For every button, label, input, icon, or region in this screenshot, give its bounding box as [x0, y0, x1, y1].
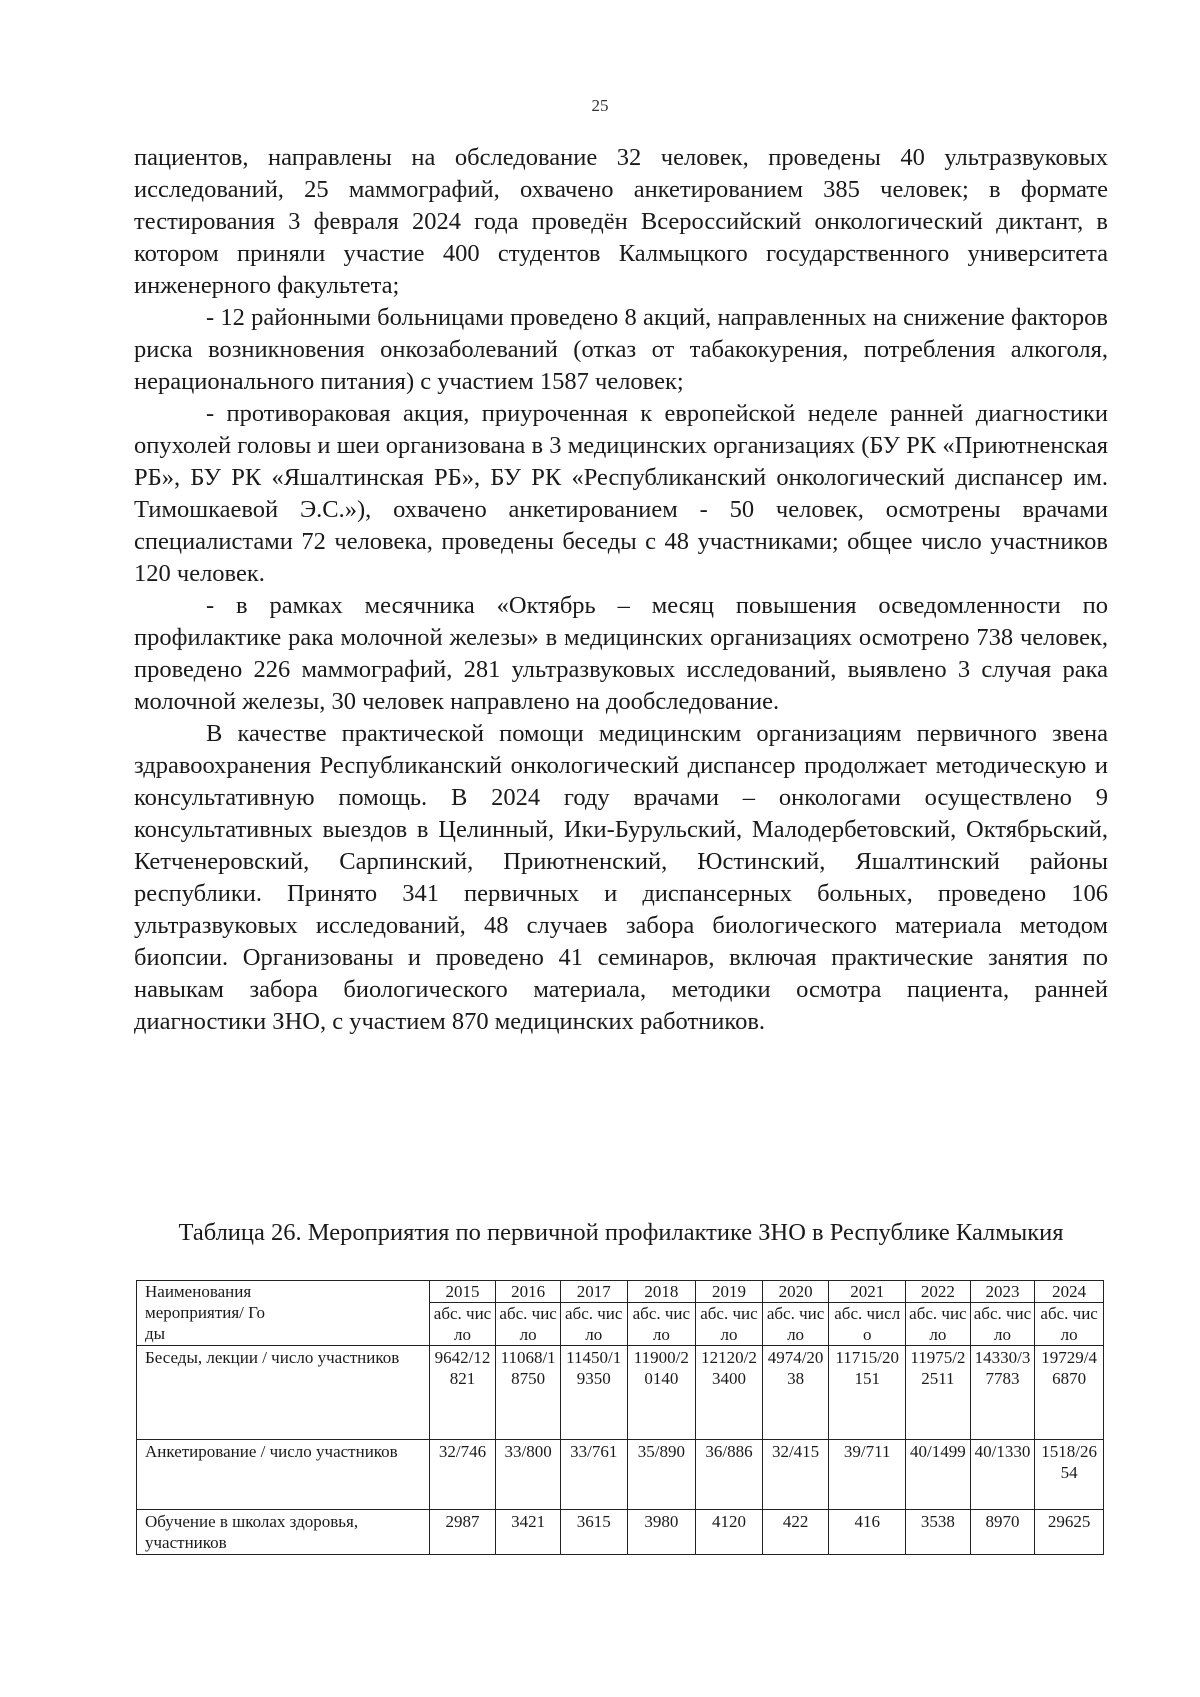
- year-header: 2016: [496, 1281, 561, 1303]
- table-cell: 2987: [429, 1510, 496, 1555]
- year-header: 2024: [1035, 1281, 1104, 1303]
- table-row: [137, 1440, 1104, 1510]
- table-container: [136, 1280, 1104, 1555]
- year-header: 2022: [906, 1281, 971, 1303]
- table-cell: 12120/23400: [696, 1346, 763, 1440]
- unit-header: абс. число: [906, 1303, 971, 1346]
- body-text: [134, 142, 1108, 1038]
- unit-header: абс. число: [762, 1303, 829, 1346]
- table-cell: 4120: [696, 1510, 763, 1555]
- table-cell: 36/886: [696, 1440, 763, 1510]
- table-cell: 1518/2654: [1035, 1440, 1104, 1510]
- table-cell: 32/415: [762, 1440, 829, 1510]
- table-row: [137, 1346, 1104, 1440]
- table-cell: 422: [762, 1510, 829, 1555]
- paragraph-district-hospitals: - 12 районными больницами проведено 8 акций, направленных на снижение факторов риска возникновения онкозаболеваний (отказ от табакокурения, потребления алкоголя, нерационального питания) с участием 1587 человек;: [134, 304, 1108, 395]
- table-header-row: [137, 1281, 1104, 1303]
- table-cell: 3421: [496, 1510, 561, 1555]
- table-cell: 3615: [560, 1510, 627, 1555]
- paragraph-practical-help: В качестве практической помощи медицинским организациям первичного звена здравоохранения Республиканский онкологический диспансер продолжает методическую и консультативную помощь. В 2024 году врачами – онкологами осуществлено 9 консультативных выездов в Целинный, Ики-Бурульский, Малодербетовский, Октябрьский, Кетченеровский, Сарпинский, Приютненский, Юстинский, Яшалтинский районы республики. Принято 341 первичных и диспансерных больных, проведено 106 ультразвуковых исследований, 48 случаев забора биологического материала методом биопсии. Организованы и проведено 41 семинаров, включая практические занятия по навыкам забора биологического материала, методики осмотра пациента, ранней диагностики ЗНО, с участием 870 медицинских работников.: [134, 720, 1108, 1035]
- year-header: 2023: [970, 1281, 1035, 1303]
- table-cell: 416: [829, 1510, 906, 1555]
- year-header: 2017: [560, 1281, 627, 1303]
- header-label-line1: Наименования: [145, 1282, 252, 1301]
- table-cell: 4974/2038: [762, 1346, 829, 1440]
- header-label-cell: [137, 1281, 430, 1346]
- table-cell: 14330/37783: [970, 1346, 1035, 1440]
- table-cell: 3980: [627, 1510, 696, 1555]
- table-cell: 33/761: [560, 1440, 627, 1510]
- unit-header: абс. число: [429, 1303, 496, 1346]
- year-header: 2015: [429, 1281, 496, 1303]
- table-row: [137, 1510, 1104, 1555]
- row-label: Беседы, лекции / число участников: [137, 1346, 430, 1440]
- table-cell: 8970: [970, 1510, 1035, 1555]
- year-header: 2021: [829, 1281, 906, 1303]
- row-label: Анкетирование / число участников: [137, 1440, 430, 1510]
- unit-header: абс. число: [627, 1303, 696, 1346]
- table-cell: 29625: [1035, 1510, 1104, 1555]
- unit-header: абс. число: [696, 1303, 763, 1346]
- unit-header: абс. число: [1035, 1303, 1104, 1346]
- table-title: Таблица 26. Мероприятия по первичной профилактике ЗНО в Республике Калмыкия: [178, 1219, 1064, 1246]
- table-cell: 40/1330: [970, 1440, 1035, 1510]
- year-header: 2018: [627, 1281, 696, 1303]
- table-cell: 32/746: [429, 1440, 496, 1510]
- table-cell: 35/890: [627, 1440, 696, 1510]
- paragraph-head-neck-action: - противораковая акция, приуроченная к европейской неделе ранней диагностики опухолей головы и шеи организована в 3 медицинских организациях (БУ РК «Приютненская РБ», БУ РК «Яшалтинская РБ», БУ РК «Республиканский онкологический диспансер им. Тимошкаевой Э.С.»), охвачено анкетированием - 50 человек, осмотрены врачами специалистами 72 человека, проведены беседы с 48 участниками; общее число участников 120 человек.: [134, 400, 1108, 587]
- row-label: Обучение в школах здоровья, участников: [137, 1510, 430, 1555]
- year-header: 2019: [696, 1281, 763, 1303]
- table-cell: 19729/46870: [1035, 1346, 1104, 1440]
- table-cell: 11068/18750: [496, 1346, 561, 1440]
- year-header: 2020: [762, 1281, 829, 1303]
- page-number: 25: [591, 96, 609, 115]
- unit-header: абс. число: [496, 1303, 561, 1346]
- table-cell: 33/800: [496, 1440, 561, 1510]
- paragraph-continuation: пациентов, направлены на обследование 32 человек, проведены 40 ультразвуковых исследований, 25 маммографий, охвачено анкетированием 385 человек; в формате тестирования 3 февраля 2024 года проведён Всероссийский онкологический диктант, в котором приняли участие 400 студентов Калмыцкого государственного университета инженерного факультета;: [134, 144, 1108, 299]
- unit-header: абс. число: [829, 1303, 906, 1346]
- paragraph-october-month: - в рамках месячника «Октябрь – месяц повышения осведомленности по профилактике рака молочной железы» в медицинских организациях осмотрено 738 человек, проведено 226 маммографий, 281 ультразвуковых исследований, выявлено 3 случая рака молочной железы, 30 человек направлено на дообследование.: [134, 592, 1108, 715]
- unit-header: абс. число: [560, 1303, 627, 1346]
- prevention-table: [136, 1280, 1104, 1555]
- unit-header: абс. число: [970, 1303, 1035, 1346]
- header-label-line2: мероприятия/ Годы: [145, 1303, 265, 1343]
- table-cell: 9642/12821: [429, 1346, 496, 1440]
- table-cell: 40/1499: [906, 1440, 971, 1510]
- table-cell: 11900/20140: [627, 1346, 696, 1440]
- table-cell: 11450/19350: [560, 1346, 627, 1440]
- table-cell: 3538: [906, 1510, 971, 1555]
- table-cell: 11975/22511: [906, 1346, 971, 1440]
- table-cell: 39/711: [829, 1440, 906, 1510]
- table-cell: 11715/20151: [829, 1346, 906, 1440]
